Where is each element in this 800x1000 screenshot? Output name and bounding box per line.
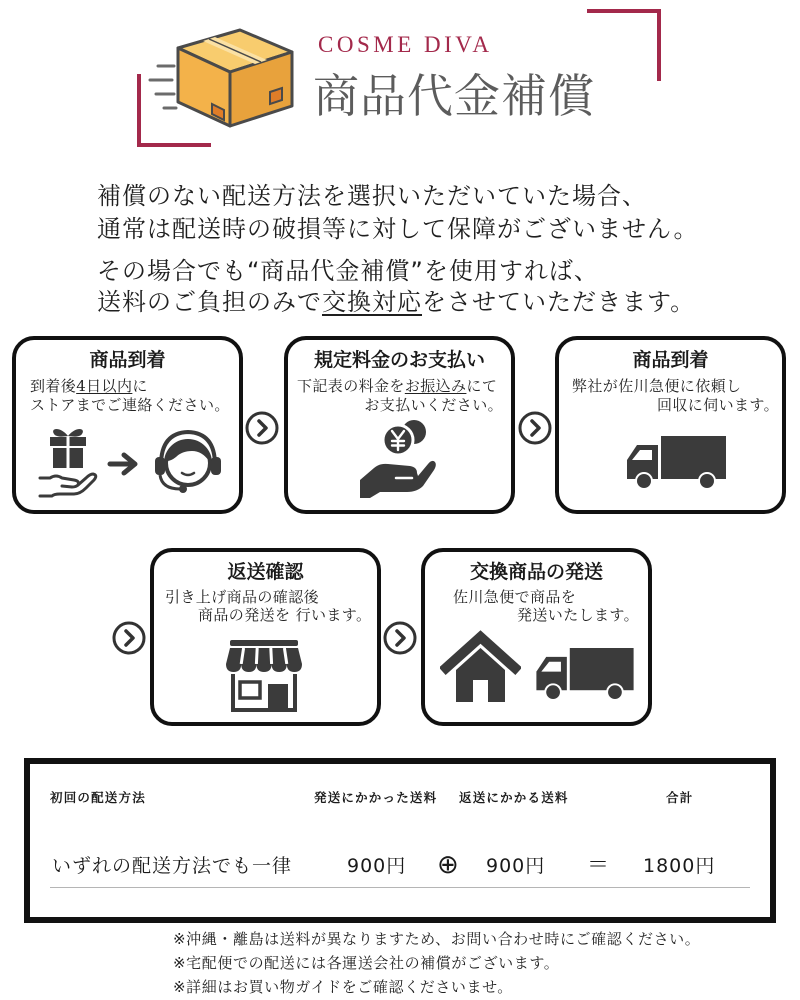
- yen-coin-hand-icon: [360, 418, 436, 498]
- step-text-line: 商品の発送を 行います。: [198, 606, 372, 624]
- step-text-line: 回収に伺います。: [656, 396, 779, 414]
- store-icon: [226, 640, 302, 712]
- table-header-return-fee: 返送にかかる送料: [459, 790, 569, 805]
- step-title: 交換商品の発送: [469, 561, 603, 583]
- fee-table: [24, 758, 776, 923]
- brand-name: COSME DIVA: [318, 32, 493, 57]
- row-divider: [50, 887, 750, 888]
- step-text: に: [132, 377, 148, 395]
- corner-bracket-top-right: [587, 9, 661, 81]
- step-text-line: 引き上げ商品の確認後: [165, 588, 320, 606]
- delivery-box-icon: [148, 26, 296, 130]
- step-card-arrival: [12, 336, 243, 514]
- chevron-circle-right-icon: [112, 621, 146, 655]
- table-header-method: 初回の配送方法: [50, 790, 146, 805]
- step-text-line: 弊社が佐川急便に依頼し: [572, 377, 742, 395]
- step-title: 商品到着: [632, 349, 709, 371]
- transfer-highlight-text: お振込み: [404, 377, 467, 395]
- equals-symbol: ＝: [587, 853, 610, 878]
- step-title: 返送確認: [227, 561, 304, 583]
- intro-text: をさせていただきます。: [422, 288, 696, 316]
- intro-line: 通常は配送時の破損等に対して保障がございません。: [97, 215, 699, 243]
- footnote: ※宅配便での配送には各運送会社の補償がございます。: [173, 954, 560, 972]
- step-text-line: お支払いください。: [364, 396, 503, 414]
- table-header-total: 合計: [666, 790, 694, 805]
- delivery-truck-icon: [536, 648, 634, 702]
- table-cell-method: いずれの配送方法でも一律: [52, 855, 293, 877]
- step-card-return-check: [150, 548, 381, 726]
- table-header-outbound-fee: 発送にかかった送料: [314, 790, 438, 805]
- chevron-circle-right-icon: [245, 411, 279, 445]
- step-text: にて: [466, 377, 498, 395]
- step-text-line: 佐川急便で商品を: [453, 588, 577, 606]
- intro-paragraph-1: [97, 180, 698, 246]
- step-text-line: [30, 376, 148, 396]
- step-text: 下記表の料金を: [297, 377, 405, 395]
- delivery-truck-icon: [627, 436, 726, 491]
- intro-line: [97, 287, 695, 318]
- table-cell-outbound-fee: 900円: [347, 855, 407, 877]
- intro-paragraph-2: [97, 256, 695, 318]
- step-text: 到着後: [30, 377, 77, 395]
- step-title: 規定料金のお支払い: [313, 349, 485, 371]
- table-cell-return-fee: 900円: [486, 855, 546, 877]
- intro-line: 補償のない配送方法を選択いただいていた場合、: [97, 182, 647, 210]
- arrow-right-icon: [107, 450, 141, 478]
- step-title: 商品到着: [89, 349, 166, 371]
- step-card-pickup: [555, 336, 786, 514]
- intro-text: 送料のご負担のみで: [97, 288, 322, 316]
- chevron-circle-right-icon: [383, 621, 417, 655]
- step-text-line: ストアまでご連絡ください。: [30, 396, 230, 414]
- step-card-payment: [284, 336, 515, 514]
- house-icon: [440, 628, 521, 702]
- plus-symbol: ⊕: [437, 850, 459, 880]
- intro-line: その場合でも“商品代金補償”を使用すれば、: [97, 257, 599, 285]
- footnotes: [173, 927, 700, 999]
- step-text-line: 発送いたします。: [517, 606, 640, 624]
- deadline-highlight-text: 4日以内: [76, 377, 133, 395]
- headset-operator-icon: [152, 427, 224, 495]
- step-text-line: [297, 376, 497, 396]
- chevron-circle-right-icon: [518, 411, 552, 445]
- gift-in-hand-icon: [38, 424, 98, 500]
- exchange-highlight-text: 交換対応: [322, 288, 422, 316]
- footnote: ※沖縄・離島は送料が異なりますため、お問い合わせ時にご確認ください。: [173, 930, 701, 948]
- footnote: ※詳細はお買い物ガイドをご確認くださいませ。: [173, 978, 513, 996]
- table-cell-total: 1800円: [643, 855, 716, 877]
- page-title: 商品代金補償: [313, 69, 595, 123]
- step-card-exchange-shipping: [421, 548, 652, 726]
